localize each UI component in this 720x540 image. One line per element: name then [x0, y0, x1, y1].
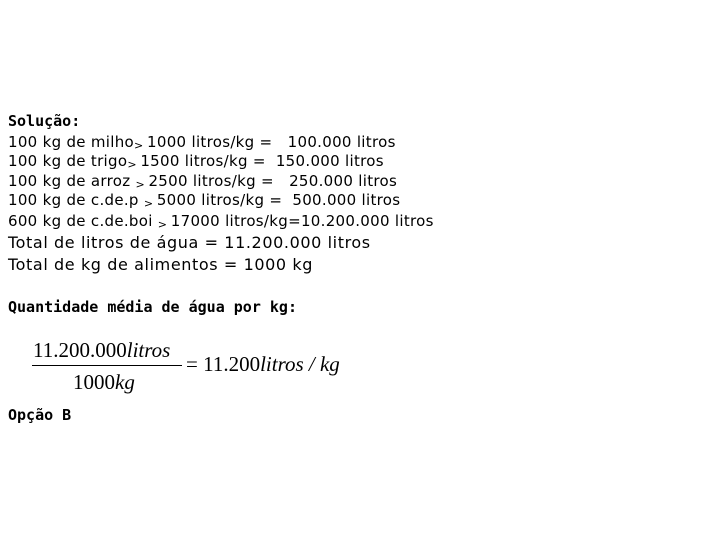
- average-heading: Quantidade média de água por kg:: [8, 298, 297, 316]
- fraction-denominator: [73, 370, 135, 395]
- calc-row-cdeboi: [8, 212, 434, 230]
- row-result: 500.000 litros: [292, 191, 401, 209]
- numerator-unit: litros: [126, 338, 171, 362]
- calc-row-cdep: [8, 191, 400, 209]
- row-quantity: 100 kg de c.de.p: [8, 191, 139, 209]
- row-rate: 1000 litros/kg =: [147, 133, 273, 151]
- formula-result: [186, 352, 340, 377]
- row-quantity: 600 kg de c.de.boi: [8, 212, 153, 230]
- arrow-icon: >: [135, 178, 145, 191]
- row-quantity: 100 kg de trigo: [8, 152, 128, 170]
- numerator-value: 11.200.000: [33, 338, 127, 362]
- row-result: 150.000 litros: [275, 152, 384, 170]
- denominator-unit: kg: [115, 370, 135, 394]
- row-rate: 1500 litros/kg =: [140, 152, 266, 170]
- row-quantity: 100 kg de arroz: [8, 172, 131, 190]
- row-quantity: 100 kg de milho: [8, 133, 135, 151]
- denominator-value: 1000: [73, 370, 115, 394]
- total-food: Total de kg de alimentos = 1000 kg: [8, 255, 314, 274]
- solution-heading: Solução:: [8, 112, 81, 130]
- fraction-numerator: [33, 338, 170, 363]
- average-formula: [30, 336, 360, 394]
- total-water: Total de litros de água = 11.200.000 litros: [8, 233, 371, 252]
- arrow-icon: >: [127, 158, 137, 171]
- row-rate: 2500 litros/kg =: [148, 172, 274, 190]
- equals-sign: =: [186, 352, 198, 376]
- row-result: 100.000 litros: [287, 133, 396, 151]
- calc-row-trigo: [8, 152, 384, 170]
- arrow-icon: >: [157, 218, 167, 231]
- row-rate: 5000 litros/kg =: [156, 191, 283, 209]
- arrow-icon: >: [143, 197, 154, 210]
- arrow-icon: >: [134, 139, 144, 152]
- row-rate: 17000 litros/kg=: [170, 212, 301, 230]
- fraction-bar: [32, 365, 182, 366]
- row-result: 250.000 litros: [289, 172, 398, 190]
- result-value: 11.200: [203, 352, 261, 376]
- calc-row-milho: [8, 133, 396, 151]
- calc-row-arroz: [8, 172, 397, 190]
- row-result: 10.200.000 litros: [300, 212, 434, 230]
- result-unit: litros / kg: [260, 352, 340, 376]
- answer-label: Opção B: [8, 406, 72, 424]
